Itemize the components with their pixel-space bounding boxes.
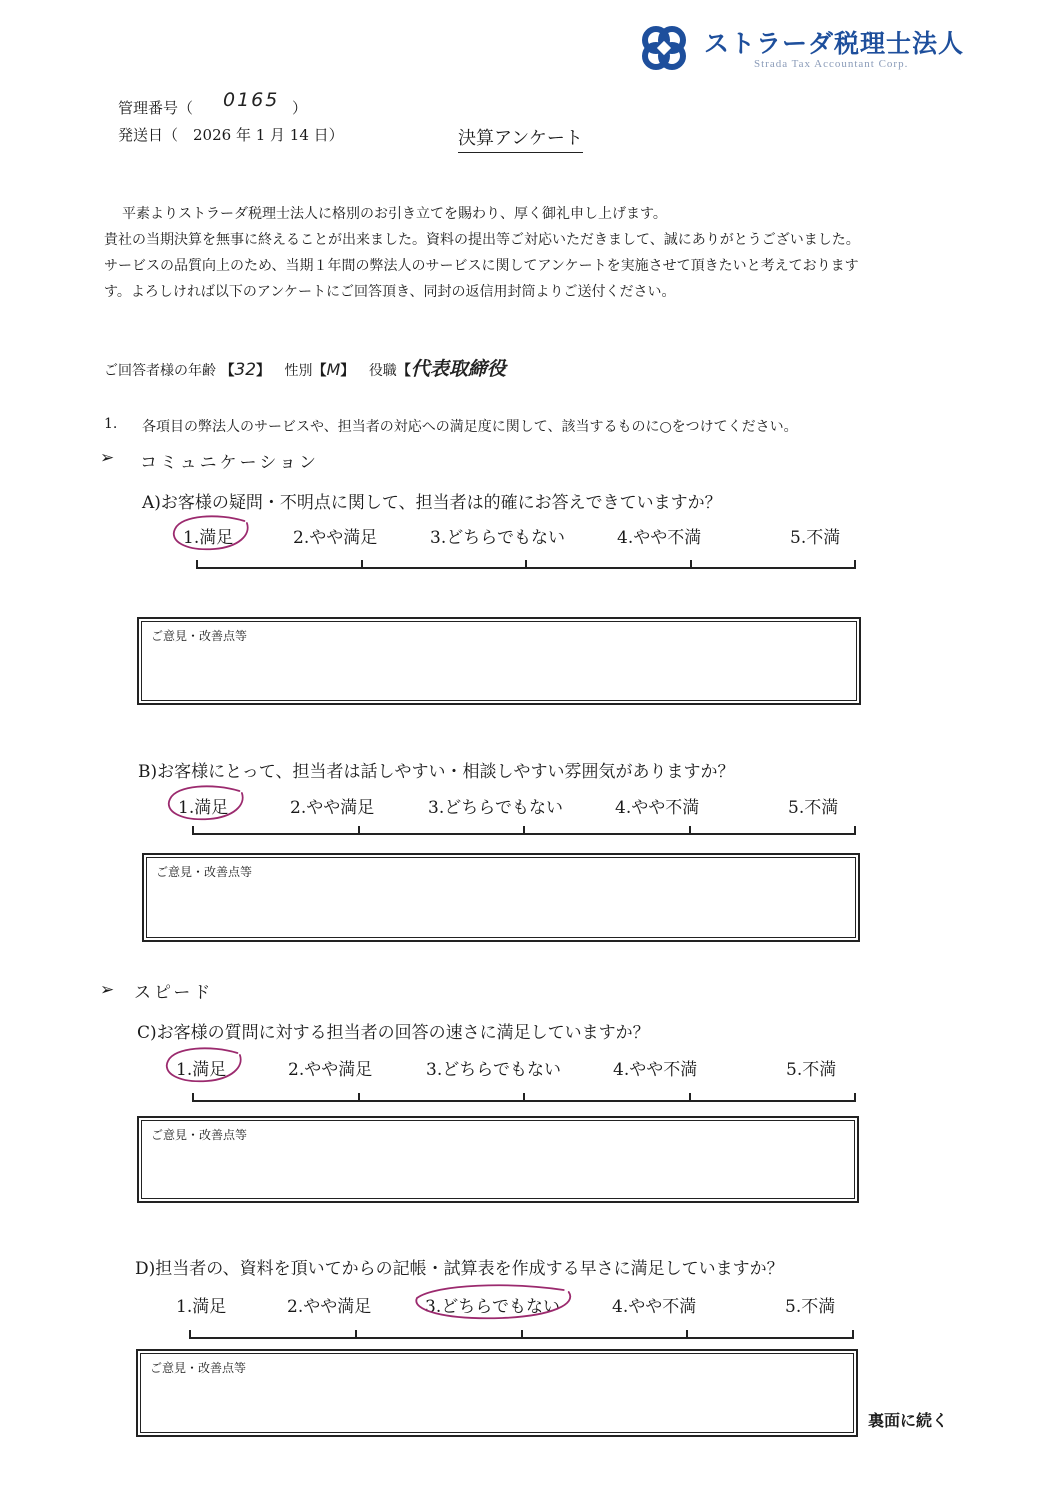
section-title-communication: コミュニケーション [140, 453, 319, 473]
intro-paragraph [104, 201, 860, 305]
scale-tick [523, 826, 525, 835]
comment-label: ご意見・改善点等 [156, 865, 253, 879]
scale-tick [690, 560, 692, 569]
option-1[interactable]: 1.満足 [178, 798, 229, 818]
gender-close-bracket: 】 [340, 363, 355, 379]
intro-line: 貴社の当期決算を無事に終えることが出来ました。資料の提出等ご対応いただきまして、誠にありがとうございました。 [104, 232, 860, 248]
scale-tick [358, 1093, 360, 1102]
age-value: 32 [234, 360, 257, 380]
intro-line: 平素よりストラーダ税理士法人に格別のお引き立てを賜わり、厚く御礼申し上げます。 [122, 206, 667, 222]
role-value: 代表取締役 [410, 358, 506, 380]
company-logo [636, 20, 965, 76]
gender-label: 性別 [284, 363, 313, 379]
scale-tick [852, 1330, 854, 1339]
role-open-bracket: 【 [396, 363, 411, 379]
scale-tick [689, 826, 691, 835]
selection-circle [164, 783, 250, 827]
option-2[interactable]: 2.やや満足 [290, 798, 375, 818]
role-label: 役職 [368, 363, 397, 379]
age-label: ご回答者様の年齢 [104, 363, 216, 379]
scale-tick [192, 826, 194, 835]
scale-tick [355, 1330, 357, 1339]
option-2[interactable]: 2.やや満足 [293, 528, 378, 548]
rating-scale [190, 1328, 853, 1339]
selection-circle [411, 1282, 581, 1326]
option-3[interactable]: 3.どちらでもない [425, 1297, 561, 1317]
option-1[interactable]: 1.満足 [176, 1060, 227, 1080]
section-marker: ➢ [100, 448, 115, 468]
option-4[interactable]: 4.やや不満 [615, 798, 700, 818]
option-1[interactable]: 1.満足 [176, 1297, 227, 1317]
section-marker: ➢ [100, 980, 115, 1000]
logo-mark-icon [636, 20, 692, 76]
mgmt-number-value: 0165 [223, 89, 280, 111]
company-name-en: Strada Tax Accountant Corp. [754, 58, 909, 70]
scale-tick [361, 560, 363, 569]
option-5[interactable]: 5.不満 [786, 1060, 837, 1080]
intro-line: す。よろしければ以下のアンケートにご回答頂き、同封の返信用封筒よりご送付ください。 [104, 284, 676, 300]
scale-tick [854, 826, 856, 835]
continue-on-back: 裏面に続く [868, 1411, 949, 1430]
question-b-text: B)お客様にとって、担当者は話しやすい・相談しやすい雰囲気がありますか？ [138, 762, 735, 782]
comment-label: ご意見・改善点等 [150, 1361, 247, 1375]
rating-scale [197, 558, 855, 569]
instruction-number: 1. [104, 416, 118, 432]
sent-date: 発送日（ 2026 年 1 月 14 日） [118, 126, 344, 144]
option-1[interactable]: 1.満足 [183, 528, 234, 548]
option-4[interactable]: 4.やや不満 [612, 1297, 697, 1317]
comment-box-d[interactable] [136, 1349, 858, 1437]
intro-line: サービスの品質向上のため、当期１年間の弊法人のサービスに関してアンケートを実施させて頂きたいと考えております [104, 258, 859, 274]
company-name: ストラーダ税理士法人 [704, 29, 965, 58]
option-5[interactable]: 5.不満 [790, 528, 841, 548]
gender-value: M [326, 360, 341, 379]
scale-tick [525, 560, 527, 569]
scale-tick [854, 560, 856, 569]
scale-tick [192, 1093, 194, 1102]
scale-tick [523, 1093, 525, 1102]
option-4[interactable]: 4.やや不満 [613, 1060, 698, 1080]
comment-box-c[interactable] [137, 1116, 859, 1203]
comment-box-b[interactable] [142, 853, 860, 942]
option-2[interactable]: 2.やや満足 [288, 1060, 373, 1080]
mgmt-number-close: ） [292, 99, 308, 117]
option-3[interactable]: 3.どちらでもない [426, 1060, 562, 1080]
option-5[interactable]: 5.不満 [785, 1297, 836, 1317]
document-title: 決算アンケート [458, 124, 583, 153]
age-open-bracket: 【 [220, 363, 235, 379]
option-2[interactable]: 2.やや満足 [287, 1297, 372, 1317]
scale-tick [189, 1330, 191, 1339]
option-4[interactable]: 4.やや不満 [617, 528, 702, 548]
scale-tick [854, 1093, 856, 1102]
scale-tick [686, 1330, 688, 1339]
scale-tick [689, 1093, 691, 1102]
comment-box-a[interactable] [137, 617, 861, 705]
gender-open-bracket: 【 [312, 363, 327, 379]
age-close-bracket: 】 [256, 363, 271, 379]
respondent-info [104, 354, 506, 381]
selection-circle [169, 513, 255, 557]
selection-circle [162, 1045, 248, 1089]
instruction-text: 各項目の弊法人のサービスや、担当者の対応への満足度に関して、該当するものに○をつけてください。 [142, 419, 798, 435]
mgmt-number-label: 管理番号（ [118, 99, 194, 117]
rating-scale [193, 1091, 855, 1102]
question-c-text: C)お客様の質問に対する担当者の回答の速さに満足していますか？ [137, 1023, 650, 1043]
comment-label: ご意見・改善点等 [151, 629, 248, 643]
option-3[interactable]: 3.どちらでもない [428, 798, 564, 818]
scale-tick [358, 826, 360, 835]
scale-tick [521, 1330, 523, 1339]
option-5[interactable]: 5.不満 [788, 798, 839, 818]
comment-label: ご意見・改善点等 [151, 1128, 248, 1142]
rating-scale [193, 824, 855, 835]
option-3[interactable]: 3.どちらでもない [430, 528, 566, 548]
section-title-speed: スピード [134, 983, 214, 1003]
scale-tick [196, 560, 198, 569]
question-a-text: A)お客様の疑問・不明点に関して、担当者は的確にお答えできていますか？ [142, 493, 722, 513]
question-d-text: D)担当者の、資料を頂いてからの記帳・試算表を作成する早さに満足していますか？ [135, 1259, 784, 1279]
